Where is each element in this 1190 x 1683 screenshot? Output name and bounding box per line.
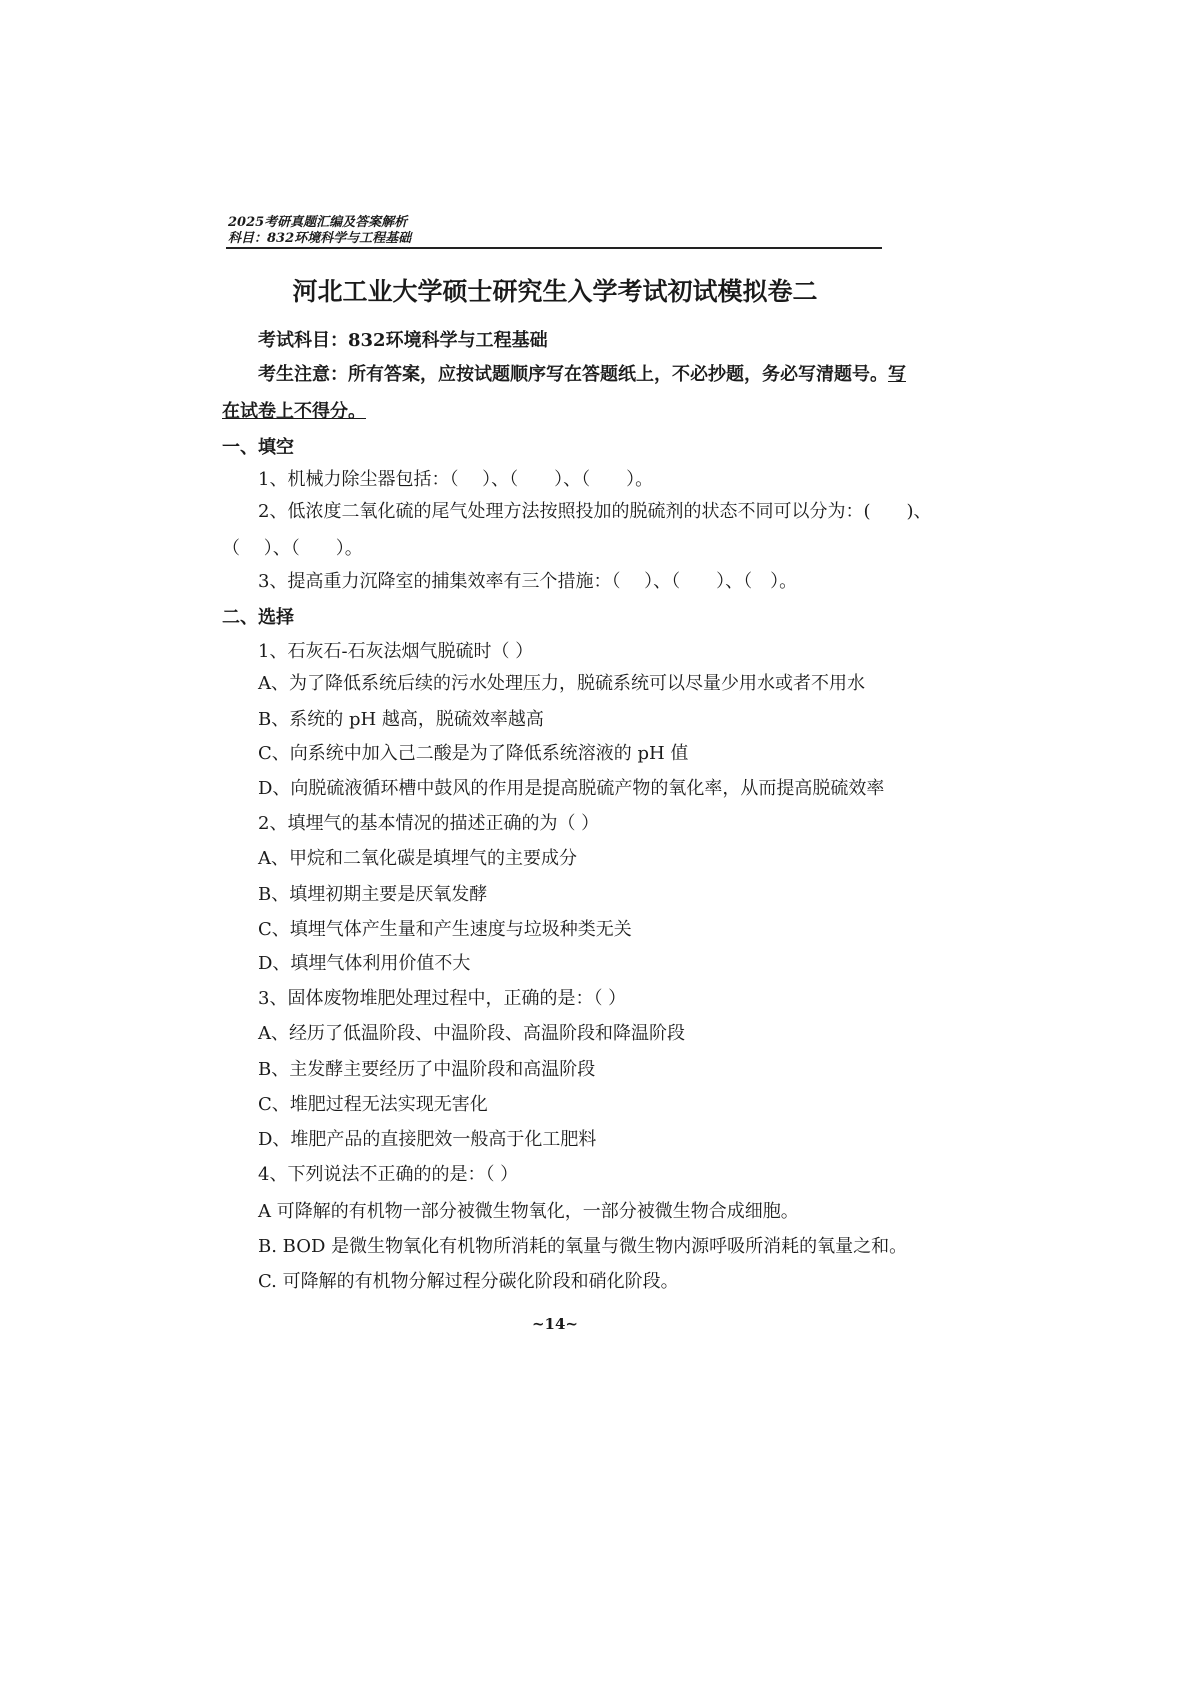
section-heading-choice: 二、选择: [222, 607, 294, 628]
option-text: B、主发酵主要经历了中温阶段和高温阶段: [258, 1059, 596, 1080]
question-text: 3、提高重力沉降室的捕集效率有三个措施：（ ）、（ ）、（ ）。: [258, 571, 798, 592]
option-text: A、经历了低温阶段、中温阶段、高温阶段和降温阶段: [258, 1023, 685, 1044]
option-text: C. 可降解的有机物分解过程分碳化阶段和硝化阶段。: [258, 1271, 679, 1292]
question-text: 1、石灰石-石灰法烟气脱硫时（ ）: [258, 641, 534, 662]
option-text: C、填埋气体产生量和产生速度与垃圾种类无关: [258, 919, 632, 940]
notice-underlined-2: 在试卷上不得分。: [222, 401, 366, 422]
exam-notice: [258, 364, 906, 386]
option-text: D、堆肥产品的直接肥效一般高于化工肥料: [258, 1129, 597, 1150]
option-text: A、为了降低系统后续的污水处理压力，脱硫系统可以尽量少用水或者不用水: [258, 673, 865, 694]
page-number: ~14~: [531, 1315, 578, 1333]
notice-text: 考生注意：所有答案，应按试题顺序写在答题纸上，不必抄题，务必写清题号。: [258, 364, 888, 385]
question-text: 3、固体废物堆肥处理过程中，正确的是：（ ）: [258, 988, 627, 1009]
section-heading-fill-blank: 一、填空: [222, 437, 294, 458]
question-text: （ ）、（ ）。: [222, 538, 363, 559]
question-text: 2、填埋气的基本情况的描述正确的为（ ）: [258, 813, 600, 834]
header-divider: [226, 247, 882, 249]
question-text: 4、下列说法不正确的的是：（ ）: [258, 1164, 519, 1185]
page-title: 河北工业大学硕士研究生入学考试初试模拟卷二: [292, 277, 818, 306]
option-text: D、向脱硫液循环槽中鼓风的作用是提高脱硫产物的氧化率，从而提高脱硫效率: [258, 778, 885, 799]
running-header-title: 2025考研真题汇编及答案解析: [228, 215, 408, 230]
option-text: B、填埋初期主要是厌氧发酵: [258, 884, 488, 905]
exam-subject: 考试科目：832环境科学与工程基础: [258, 330, 548, 351]
option-text: B、系统的 pH 越高，脱硫效率越高: [258, 709, 544, 730]
option-text: D、填埋气体利用价值不大: [258, 953, 471, 974]
option-text: C、堆肥过程无法实现无害化: [258, 1094, 488, 1115]
option-text: B. BOD 是微生物氧化有机物所消耗的氧量与微生物内源呼吸所消耗的氧量之和。: [258, 1236, 908, 1257]
question-text: 2、低浓度二氧化硫的尾气处理方法按照投加的脱硫剂的状态不同可以分为：( )、: [258, 501, 932, 522]
option-text: C、向系统中加入己二酸是为了降低系统溶液的 pH 值: [258, 743, 689, 764]
running-header-subject: 科目：832环境科学与工程基础: [228, 231, 412, 246]
option-text: A、甲烷和二氧化碳是填埋气的主要成分: [258, 848, 577, 869]
option-text: A 可降解的有机物一部分被微生物氧化，一部分被微生物合成细胞。: [258, 1201, 799, 1222]
notice-underlined-1: 写: [888, 364, 906, 385]
question-text: 1、机械力除尘器包括：（ ）、（ ）、（ ）。: [258, 469, 654, 490]
